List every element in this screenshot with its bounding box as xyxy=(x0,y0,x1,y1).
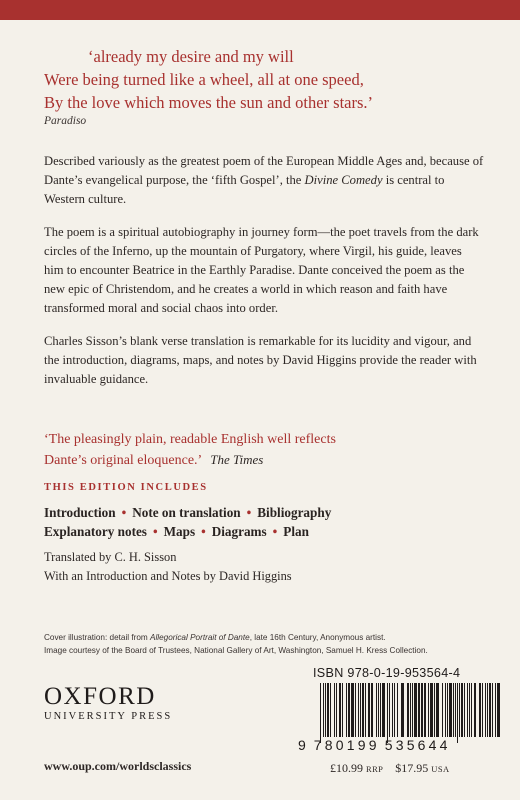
illustration-title: Allegorical Portrait of Dante xyxy=(150,633,250,642)
edition-item: Note on translation xyxy=(132,505,241,520)
illustration-prefix: Cover illustration: detail from xyxy=(44,633,151,642)
barcode-group-2: 535644 xyxy=(384,737,451,753)
illustration-suffix: , late 16th Century, Anonymous artist. xyxy=(249,633,386,642)
bullet-icon: • xyxy=(201,524,206,539)
edition-items-line-1 xyxy=(44,503,484,522)
illustration-line-2: Image courtesy of the Board of Trustees, National Gallery of Art, Washington, Samuel H. Kress Collection. xyxy=(44,646,428,655)
edition-items xyxy=(44,503,484,541)
publisher-url: www.oup.com/worldsclassics xyxy=(44,759,192,773)
review-line-2 xyxy=(44,450,484,471)
bullet-icon: • xyxy=(121,505,127,520)
epigraph-line-1: ‘already my desire and my will xyxy=(88,47,294,66)
edition-item: Introduction xyxy=(44,505,116,520)
edition-includes xyxy=(44,482,484,541)
review-line-2-text: Dante’s original eloquence.’ xyxy=(44,453,203,468)
prices xyxy=(330,761,450,776)
edition-heading: THIS EDITION INCLUDES xyxy=(44,482,208,493)
barcode-first-digit: 9 xyxy=(298,737,306,753)
edition-item: Maps xyxy=(163,524,196,539)
top-color-band xyxy=(0,0,520,20)
price-uk-label: RRP xyxy=(366,764,384,774)
description xyxy=(44,152,484,403)
barcode-group-1: 780199 xyxy=(313,737,380,753)
bullet-icon: • xyxy=(272,524,278,539)
cover-illustration-credit xyxy=(44,631,484,657)
edition-item: Explanatory notes xyxy=(44,524,147,539)
epigraph-line-3: By the love which moves the sun and other stars.’ xyxy=(44,93,374,112)
review-source: The Times xyxy=(210,452,264,467)
price-us: $17.95 xyxy=(395,761,429,775)
paragraph-1-title: Divine Comedy xyxy=(304,173,383,187)
description-paragraph-2: The poem is a spiritual autobiography in journey form—the poet travels from the dark circles of the Inferno, up the mountain of Purgatory, where Virgil, his guide, leaves him to encounter Beatrice in the Earthly Paradise. Dante conceived the poem as the new epic of Christendom, and he creates a world in which reason and faith have transformed moral and social chaos into order. xyxy=(44,225,479,315)
illustration-line-1 xyxy=(44,631,484,644)
credits xyxy=(44,548,484,586)
epigraph-line-2: Were being turned like a wheel, all at one speed, xyxy=(44,70,364,89)
bullet-icon: • xyxy=(246,505,252,520)
price-uk: £10.99 xyxy=(330,761,363,775)
editor-credit: With an Introduction and Notes by David Higgins xyxy=(44,569,292,583)
review-quote xyxy=(44,430,484,471)
description-paragraph-1 xyxy=(44,152,484,209)
isbn-label: ISBN 978-0-19-953564-4 xyxy=(313,666,461,680)
barcode-digits xyxy=(298,737,508,753)
edition-item: Plan xyxy=(283,524,309,539)
epigraph xyxy=(44,45,484,127)
bullet-icon: • xyxy=(152,524,158,539)
paragraph-1-text-b: is central to Western culture. xyxy=(44,173,445,206)
edition-item: Diagrams xyxy=(211,524,267,539)
translator-credit: Translated by C. H. Sisson xyxy=(44,550,177,564)
barcode-icon xyxy=(318,683,502,743)
description-paragraph-3: Charles Sisson’s blank verse translation is remarkable for its lucidity and vigour, and the introduction, diagrams, maps, and notes by David Higgins provide the reader with invaluable guidance. xyxy=(44,334,477,386)
publisher-logo xyxy=(44,684,172,722)
publisher-press: UNIVERSITY PRESS xyxy=(44,711,173,722)
price-us-label: USA xyxy=(431,764,450,774)
review-line-1: ‘The pleasingly plain, readable English well reflects xyxy=(44,432,336,447)
epigraph-source: Paradiso xyxy=(44,115,87,127)
paragraph-1-text-a: Described variously as the greatest poem of the European Middle Ages and, because of Dante’s evangelical purpose, the ‘fifth Gospel’, the xyxy=(44,154,484,187)
edition-items-line-2 xyxy=(44,522,484,541)
edition-item: Bibliography xyxy=(257,505,332,520)
publisher-name: OXFORD xyxy=(44,683,156,710)
